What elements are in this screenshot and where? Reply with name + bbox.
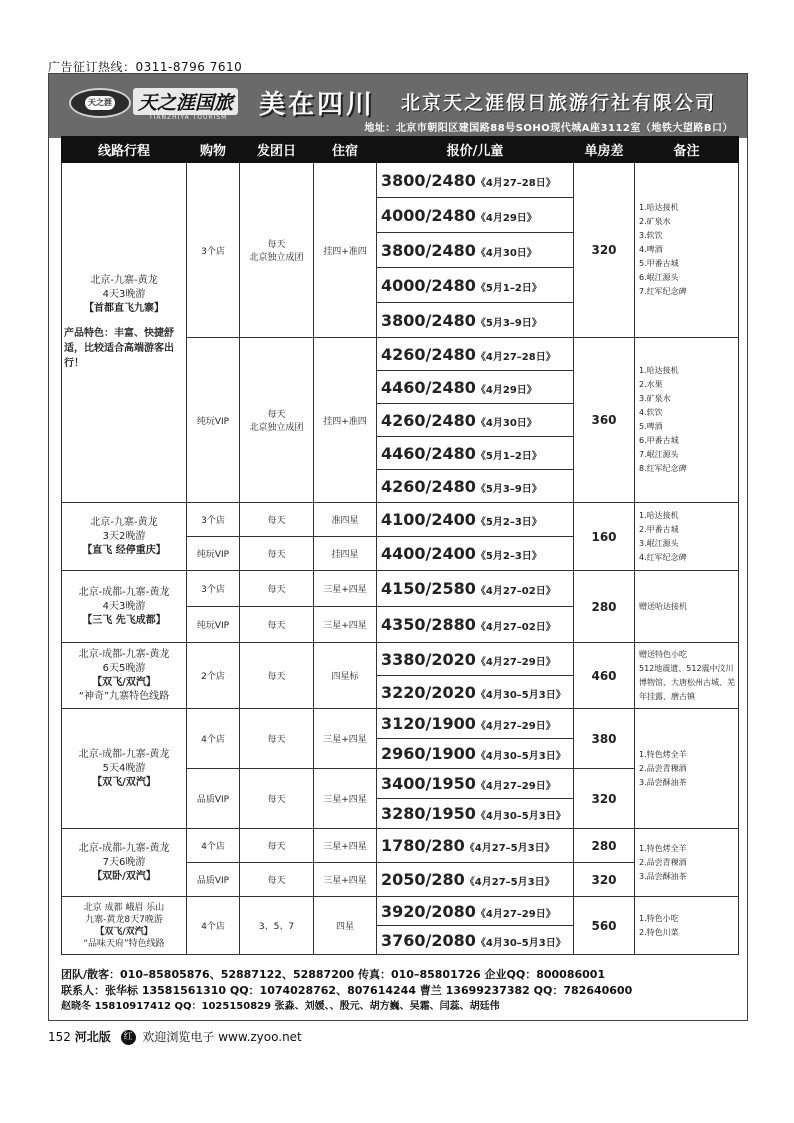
note-item: 2.甲番古城: [639, 524, 679, 534]
price-value: 1780/280: [381, 836, 465, 855]
price-cell: [377, 897, 574, 926]
note-item: 1.特色小吃: [639, 913, 679, 923]
price-date: 《5月2–3日》: [475, 551, 542, 562]
price-date: 《4月27–02日》: [475, 586, 556, 597]
note-item: 2.品尝青稞酒: [639, 763, 687, 773]
price-cell: [377, 268, 574, 303]
note-item: 5.甲番古城: [639, 259, 679, 268]
departure-cell: 每天: [240, 571, 314, 607]
shopping-cell: 4个店: [187, 829, 240, 863]
departure-cell: [240, 338, 314, 503]
price-value: 3760/2080: [381, 930, 476, 950]
route-transport: 【双卧/双汽】: [92, 870, 156, 882]
note-item: 2.特色川菜: [639, 927, 679, 937]
contact-line-people: 联系人：张华标 13581561310 QQ：1074028762、807614244 曹兰 13699237382 QQ：782640600: [61, 984, 633, 997]
single-supplement-cell: 560: [574, 897, 635, 955]
single-supplement-cell: 280: [574, 571, 635, 643]
table-row: [62, 503, 739, 537]
page-number: 152: [48, 1030, 71, 1044]
price-value: 4000/2480: [381, 205, 476, 225]
notes-cell: [635, 643, 739, 709]
price-cell: [377, 709, 574, 739]
route-duration: 九寨-黄龙8天7晚游: [85, 914, 163, 925]
departure-cell: 每天: [240, 709, 314, 769]
note-item: 3.矿泉水: [639, 394, 671, 403]
price-cell: [377, 739, 574, 769]
note-item: 1.哈达接机: [639, 366, 679, 375]
shopping-cell: 4个店: [187, 897, 240, 955]
price-value: 4260/2480: [381, 344, 476, 364]
logo-name: 天之涯国旅: [133, 88, 238, 115]
departure-cell: 每天: [240, 537, 314, 571]
price-date: 《5月3–9日》: [475, 483, 542, 495]
price-date: 《5月3–9日》: [475, 317, 542, 329]
header-notes: 备注: [635, 137, 739, 163]
logo-subtitle: TIANZHIYA TOURISM: [149, 114, 228, 121]
price-date: 《5月1–2日》: [475, 450, 542, 462]
table-row: [62, 709, 739, 739]
route-cell: [62, 897, 187, 955]
shopping-cell: 纯玩VIP: [187, 338, 240, 503]
note-item: 5.啤酒: [639, 422, 663, 431]
notes-cell: [635, 571, 739, 643]
price-cell: [377, 863, 574, 897]
note-item: 3.品尝酥油茶: [639, 871, 687, 881]
table-row: [62, 571, 739, 607]
contact-line-staff: 赵晓冬 15810917412 QQ：1025150829 张淼、刘媛、、殷元、胡方巍、吴霜、闫蕊、胡廷伟: [61, 1001, 500, 1012]
note-item: 7.红军纪念碑: [639, 287, 687, 296]
notes-cell: [635, 709, 739, 829]
price-cell: [377, 503, 574, 537]
price-cell: [377, 437, 574, 470]
price-cell: [377, 198, 574, 233]
note-item: 6.岷江源头: [639, 273, 679, 282]
note-item: 2.水果: [639, 380, 663, 389]
price-date: 《4月30–5月3日》: [475, 689, 566, 701]
price-value: 3800/2480: [381, 310, 476, 330]
shopping-cell: 品质VIP: [187, 769, 240, 829]
footer-slogan: 欢迎浏览电子 www.zyoo.net: [142, 1030, 302, 1044]
route-name: 北京-成都-九寨-黄龙: [78, 748, 170, 760]
price-table: [61, 136, 739, 955]
hotel-cell: 准四星: [314, 503, 377, 537]
price-value: 4100/2400: [381, 510, 476, 529]
price-cell: [377, 926, 574, 955]
note-item: 赠送哈达接机: [639, 601, 687, 611]
notes-cell: [635, 897, 739, 955]
price-value: 4260/2480: [381, 476, 476, 496]
table-row: [62, 163, 739, 198]
headline: 美在四川: [259, 90, 376, 120]
price-value: 4460/2480: [381, 377, 476, 397]
note-item: 3.软饮: [639, 231, 663, 240]
price-value: 4260/2480: [381, 410, 476, 430]
product-feature: 产品特色：丰富、快捷舒适，比较适合高端游客出行！: [64, 328, 174, 369]
single-supplement-cell: 160: [574, 503, 635, 571]
departure-cell: 每天: [240, 607, 314, 643]
note-item: 8.红军纪念碑: [639, 464, 687, 473]
note-item: 7.岷江源头: [639, 450, 679, 459]
price-cell: [377, 571, 574, 607]
hotel-cell: 三星+四星: [314, 829, 377, 863]
logo-small-text: 天之涯: [85, 96, 115, 110]
shopping-cell: 4个店: [187, 709, 240, 769]
price-value: 2050/280: [381, 870, 465, 889]
header-price: 报价/儿童: [377, 137, 574, 163]
route-duration: 5天4晚游: [102, 762, 146, 774]
note-item: 4.软饮: [639, 408, 663, 417]
route-transport: 【双飞/双汽】: [95, 926, 153, 937]
price-date: 《4月27–28日》: [475, 351, 556, 363]
note-item: 1.特色烤全羊: [639, 843, 687, 853]
hotel-cell: 三星+四星: [314, 769, 377, 829]
departure-text: 北京独立成团: [249, 423, 304, 433]
note-item: 3.岷江源头: [639, 538, 679, 548]
ad-hotline: 广告征订热线：0311-8796 7610: [48, 60, 243, 74]
price-value: 3220/2020: [381, 682, 476, 702]
price-date: 《4月27–02日》: [475, 622, 556, 633]
notes-cell: [635, 829, 739, 897]
price-date: 《4月30–5月3日》: [475, 811, 566, 822]
route-name: 北京-成都-九寨-黄龙: [78, 648, 170, 660]
price-date: 《4月29日》: [475, 384, 537, 396]
header-departure: 发团日: [240, 137, 314, 163]
price-value: 4350/2880: [381, 615, 476, 634]
table-row: [62, 897, 739, 926]
price-date: 《4月27–28日》: [475, 177, 556, 189]
route-theme: “品味天府”特色线路: [83, 938, 165, 949]
route-duration: 3天2晚游: [102, 530, 146, 542]
hotel-cell: 三星+四星: [314, 571, 377, 607]
route-transport: 【双飞/双汽】: [92, 676, 156, 688]
shopping-cell: 3个店: [187, 571, 240, 607]
note-item: 2.矿泉水: [639, 217, 671, 226]
hotel-cell: 四星: [314, 897, 377, 955]
departure-cell: 每天: [240, 769, 314, 829]
price-cell: [377, 303, 574, 338]
route-transport: 【三飞 先飞成都】: [82, 614, 166, 626]
price-value: 3400/1950: [381, 774, 476, 793]
note-item: 3.品尝酥油茶: [639, 777, 687, 787]
header-route: 线路行程: [62, 137, 187, 163]
single-supplement-cell: 320: [574, 163, 635, 338]
hotel-cell: 三星+四星: [314, 863, 377, 897]
hotel-cell: 挂四+准四: [314, 163, 377, 338]
route-name: 北京-九寨-黄龙: [90, 516, 158, 528]
hotel-cell: 挂四星: [314, 537, 377, 571]
single-supplement-cell: 320: [574, 863, 635, 897]
shopping-cell: 3个店: [187, 503, 240, 537]
price-cell: [377, 829, 574, 863]
price-value: 3800/2480: [381, 170, 476, 190]
price-value: 4150/2580: [381, 579, 476, 598]
ad-card: [48, 73, 748, 1021]
route-transport: 【直飞 经停重庆】: [82, 544, 166, 556]
price-date: 《4月30日》: [475, 417, 537, 429]
departure-cell: 每天: [240, 643, 314, 709]
shopping-cell: 品质VIP: [187, 863, 240, 897]
price-cell: [377, 799, 574, 829]
hotel-cell: 四星标: [314, 643, 377, 709]
table-row: [62, 829, 739, 863]
shopping-cell: 3个店: [187, 163, 240, 338]
price-date: 《5月2–3日》: [475, 517, 542, 528]
price-cell: [377, 163, 574, 198]
price-date: 《4月27–29日》: [475, 781, 556, 792]
route-cell: [62, 503, 187, 571]
note-item: 4.红军纪念碑: [639, 552, 687, 562]
price-value: 4460/2480: [381, 443, 476, 463]
note-item: 1.哈达接机: [639, 510, 679, 520]
price-date: 《4月30–5月3日》: [475, 937, 566, 949]
banner: [49, 74, 747, 138]
company-name: 北京天之涯假日旅游行社有限公司: [401, 92, 717, 114]
single-supplement-cell: 380: [574, 709, 635, 769]
single-supplement-cell: 460: [574, 643, 635, 709]
route-duration: 7天6晚游: [102, 856, 146, 868]
table-header-row: [62, 137, 739, 163]
single-supplement-cell: 360: [574, 338, 635, 503]
notes-cell: [635, 163, 739, 338]
single-supplement-cell: 280: [574, 829, 635, 863]
price-cell: [377, 676, 574, 709]
price-value: 2960/1900: [381, 744, 476, 763]
header-hotel: 住宿: [314, 137, 377, 163]
route-name: 北京-九寨-黄龙: [90, 275, 158, 286]
price-cell: [377, 537, 574, 571]
contact-block: [61, 967, 738, 1015]
hotel-cell: 三星+四星: [314, 607, 377, 643]
route-duration: 4天3晚游: [102, 289, 146, 300]
price-value: 3280/1950: [381, 804, 476, 823]
departure-cell: 每天: [240, 863, 314, 897]
route-name: 北京 成都 峨眉 乐山: [83, 902, 165, 913]
route-duration: 4天3晚游: [102, 600, 146, 612]
price-cell: [377, 470, 574, 503]
price-cell: [377, 371, 574, 404]
price-cell: [377, 338, 574, 371]
price-value: 3120/1900: [381, 714, 476, 733]
notes-cell: [635, 338, 739, 503]
price-date: 《4月30–5月3日》: [475, 751, 566, 762]
note-item: 6.甲番古城: [639, 436, 679, 445]
price-date: 《4月30日》: [475, 247, 537, 259]
shopping-cell: 纯玩VIP: [187, 537, 240, 571]
hong-badge-icon: 红: [121, 1030, 136, 1045]
price-value: 3920/2080: [381, 901, 476, 921]
departure-cell: 3、5、7: [240, 897, 314, 955]
table-row: [62, 643, 739, 676]
note-item: 512地震遗、512震中汶川博物馆、大唐松州古城、羌年挂露、磨古镇: [639, 663, 735, 701]
route-cell: [62, 163, 187, 503]
route-name: 北京-成都-九寨-黄龙: [78, 842, 170, 854]
header-single-supplement: 单房差: [574, 137, 635, 163]
route-cell: [62, 643, 187, 709]
price-value: 4400/2400: [381, 544, 476, 563]
edition-label: 河北版: [74, 1030, 111, 1044]
company-address: 地址：北京市朝阳区建国路88号SOHO现代城A座3112室（地铁大望路B口）: [364, 123, 733, 134]
price-date: 《5月1–2日》: [475, 282, 542, 294]
route-transport: 【首都直飞九寨】: [84, 303, 164, 314]
route-theme: “神奇”九寨特色线路: [78, 690, 170, 702]
departure-text: 北京独立成团: [249, 253, 304, 263]
price-date: 《4月27–5月3日》: [464, 843, 555, 854]
note-item: 1.特色烤全羊: [639, 749, 687, 759]
route-duration: 6天5晚游: [102, 662, 146, 674]
note-item: 1.哈达接机: [639, 203, 679, 212]
route-transport: 【双飞/双汽】: [92, 776, 156, 788]
note-item: 赠送特色小吃: [639, 649, 687, 659]
note-item: 4.啤酒: [639, 245, 663, 254]
price-value: 3800/2480: [381, 240, 476, 260]
notes-cell: [635, 503, 739, 571]
price-date: 《4月27–29日》: [475, 908, 556, 920]
shopping-cell: 纯玩VIP: [187, 607, 240, 643]
header-shopping: 购物: [187, 137, 240, 163]
departure-cell: 每天: [240, 503, 314, 537]
hotel-cell: 挂四+准四: [314, 338, 377, 503]
price-cell: [377, 404, 574, 437]
page-footer: [48, 1028, 302, 1045]
shopping-cell: 2个店: [187, 643, 240, 709]
route-cell: [62, 709, 187, 829]
price-value: 4000/2480: [381, 275, 476, 295]
route-cell: [62, 571, 187, 643]
price-date: 《4月27–29日》: [475, 721, 556, 732]
route-cell: [62, 829, 187, 897]
price-cell: [377, 233, 574, 268]
price-cell: [377, 643, 574, 676]
price-value: 3380/2020: [381, 649, 476, 669]
contact-line-groups: 团队/散客：010–85805876、52887122、52887200 传真：010–85801726 企业QQ：800086001: [61, 968, 606, 981]
price-cell: [377, 769, 574, 799]
price-cell: [377, 607, 574, 643]
departure-text: 每天: [267, 410, 286, 420]
route-name: 北京-成都-九寨-黄龙: [78, 586, 170, 598]
company-logo-icon: [69, 88, 131, 118]
departure-cell: [240, 163, 314, 338]
departure-cell: 每天: [240, 829, 314, 863]
price-date: 《4月27–5月3日》: [464, 877, 555, 888]
price-date: 《4月27–29日》: [475, 656, 556, 668]
departure-text: 每天: [267, 240, 286, 250]
price-date: 《4月29日》: [475, 212, 537, 224]
hotel-cell: 三星+四星: [314, 709, 377, 769]
single-supplement-cell: 320: [574, 769, 635, 829]
note-item: 2.品尝青稞酒: [639, 857, 687, 867]
